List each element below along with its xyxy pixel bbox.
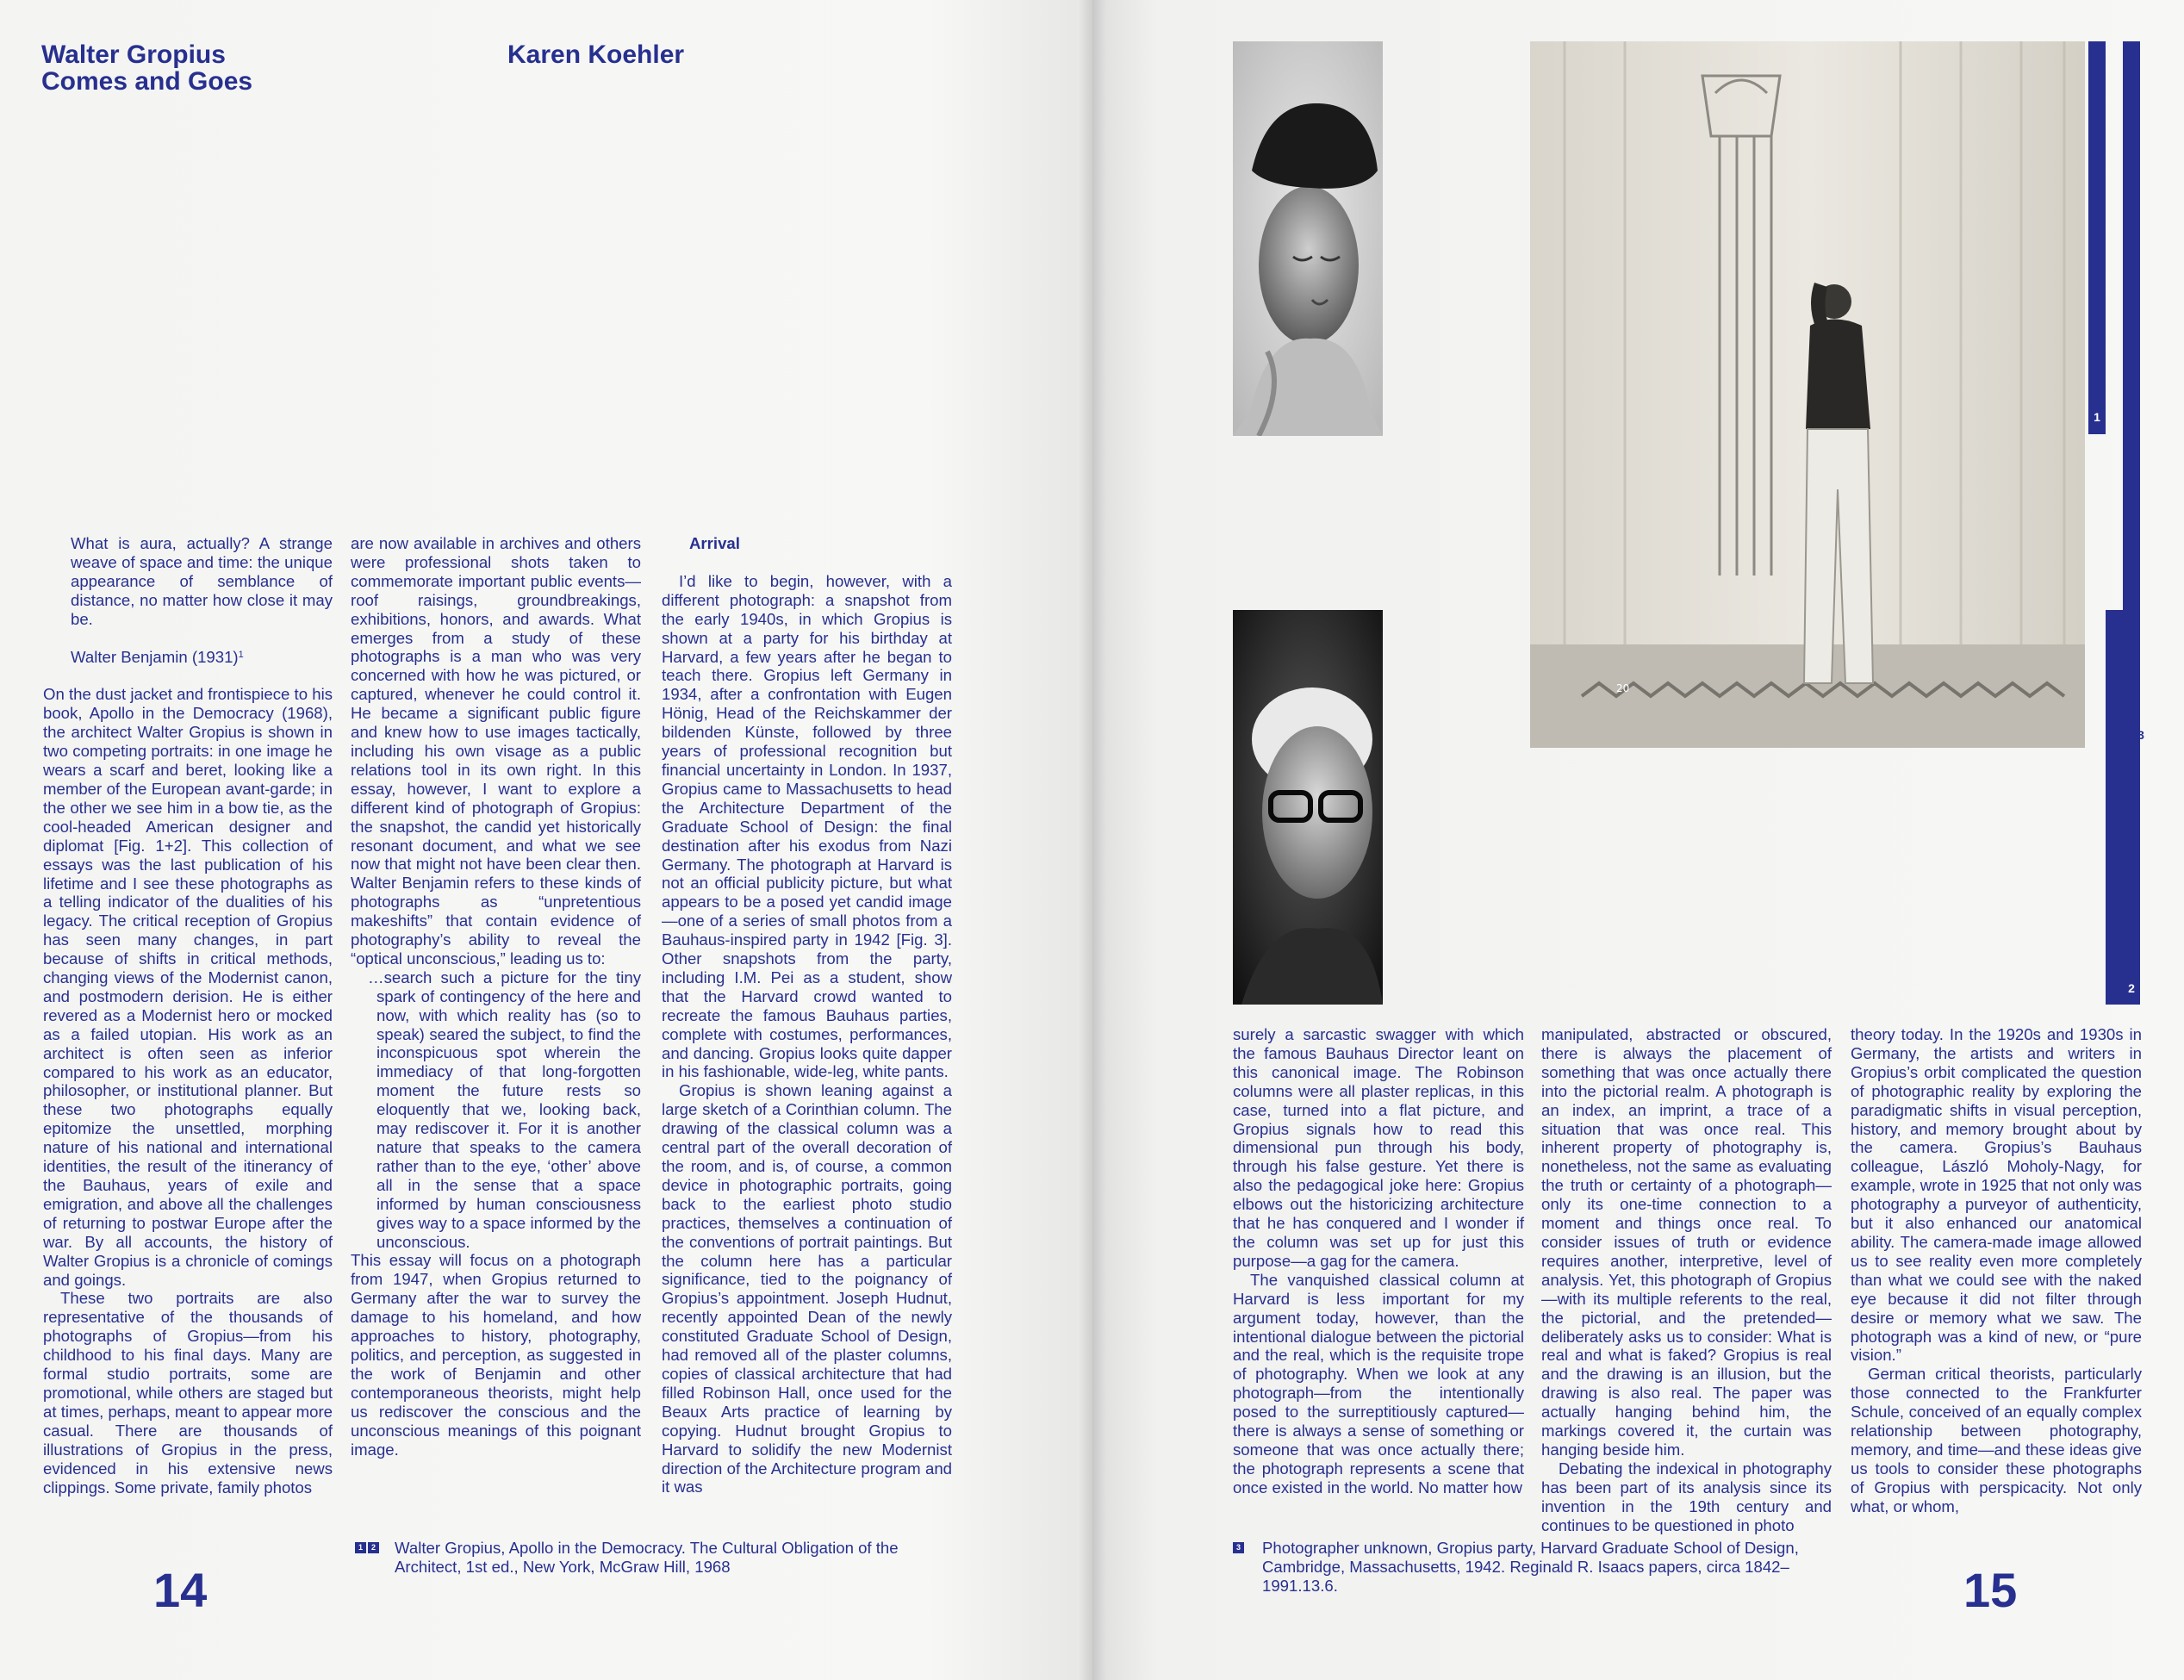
page-number: 15	[1963, 1563, 2018, 1617]
figure-caption-3: 3 Photographer unknown, Gropius party, Harvard Graduate School of Design, Cambridge, Massachusetts, 1942. Reginald R. Isaacs papers, circa 1842–1991.13.6.	[1233, 1539, 1836, 1596]
right-column-2	[1541, 1025, 1832, 1534]
epigraph-source: Walter Benjamin $(1931)^1$	[71, 647, 244, 666]
spine-shadow	[1079, 0, 1106, 1680]
party-snapshot-image	[1530, 41, 2085, 748]
caption-tag: 3	[1233, 1542, 1244, 1553]
running-title-line2: Comes and Goes	[41, 67, 253, 96]
frankfurt-paragraph: German critical theorists, particularly those connected to the Frankfurter Schule, conceived of an equally complex relationship between photography, memory, and time—and these ideas give us tools to consider these photographs of Gropius with perspicacity. Not only what, or whom,	[1851, 1365, 2142, 1515]
portrait-beret-image	[1233, 41, 1383, 436]
portraits-paragraph: These two portraits are also representative of the thousands of photographs of Gropius—from his childhood to his final days. Many are formal studio portraits, some are promotional, while others are staged but at times, perhaps, meant to appear more casual. There are thousands of illustrations of Gropius in the press, evidenced in his extensive news clippings. Some private, family photos	[43, 1289, 333, 1496]
left-column-1	[43, 534, 333, 1496]
left-column-2	[351, 534, 641, 1459]
indexical-paragraph: Debating the indexical in photography has been part of its analysis since its invention in the 19th century and continues to be questioned in photo	[1541, 1459, 1832, 1534]
page-number: 14	[153, 1563, 208, 1617]
right-column-3	[1851, 1025, 2142, 1516]
figure-label-2: 2	[2128, 981, 2135, 995]
figure-bar-2	[2123, 41, 2140, 1005]
right-page	[1092, 0, 2184, 1680]
classical-column-paragraph: The vanquished classical column at Harvard is less important for my argument today, however, than the intentional dialogue between the pictorial and the real, which is the requisite trope of photography. When we look at any photograph—from the intentionally posed to the surreptitiously captured—there is always a sense of something or someone that was once actually there; the photograph represents a scene that once existed in the world. No matter how	[1233, 1270, 1524, 1496]
caption-tag: 1 2	[355, 1542, 379, 1553]
intro-paragraph: On the dust jacket and frontispiece to his book, Apollo in the Democracy (1968), the architect Walter Gropius is shown in two competing portraits: in one image he wears a scarf and beret, looking like a member of the European avant-garde; in the other we see him in a bow tie, as the cool-headed American designer and diplomat [Fig. 1+2]. This collection of essays was the last publication of his lifetime and I see these photographs as a telling indicator of the dualities of his legacy. The critical reception of Gropius has seen many changes, in part because of shifts in critical methods, changing views of the Modernist canon, and postmodern derision. He is either revered as a Modernist hero or mocked as a failed utopian. His work as an architect is often seen as inferior compared to his work as an educator, philosopher, or institutional planner. But these two photographs equally epitomize the unsettled, morphing nature of his national and international identities, the result of the itinerancy of the Bauhaus, years of exile and emigration, and above all the challenges of returning to postwar Europe after the war. By all accounts, the history of Walter Gropius is a chronicle of comings and goings.	[43, 685, 333, 1289]
figure-caption-1-2: 1 2 Walter Gropius, Apollo in the Democracy. The Cultural Obligation of the Architect, 1st ed., New York, McGraw Hill, 1968	[355, 1539, 958, 1577]
party-snapshot-photo	[1530, 41, 2085, 748]
figure-label-3: 3	[2137, 728, 2144, 742]
column-paragraph: Gropius is shown leaning against a large sketch of a Corinthian column. The drawing of the classical column was a central part of the overall decoration of the room, and is, of course, a common device in photographic portraits, going back to the earliest photo studio practices, themselves a continuation of the conventions of portrait paintings. But the column here has a particular significance, tied to the poignancy of Gropius’s appointment. Joseph Hudnut, recently appointed Dean of the newly constituted Graduate School of Design, had removed all of the plaster columns, copies of classical architecture that had filled Robinson Hall, once used for the Beaux Arts practice of learning by copying. Hudnut brought Gropius to Harvard to solidify the new Modernist direction of the Architecture program and it was	[662, 1081, 952, 1496]
running-title-line1: Walter Gropius	[41, 40, 226, 69]
portrait-bowtie-image	[1233, 610, 1383, 1005]
figure-bar-1	[2088, 41, 2106, 434]
benjamin-quote: …search such a picture for the tiny spark of contingency of the here and now, with which reality has (so to speak) seared the subject, to find the inconspicuous spot wherein the immediacy of that long-forgotten moment the future rests so eloquently that we, looking back, may rediscover it. For it is another nature that speaks to the camera rather than to the eye, ‘other’ above all in the sense that a space informed by human consciousness gives way to a space informed by the unconscious.	[368, 968, 641, 1251]
portrait-bowtie-photo	[1233, 610, 1383, 1005]
portrait-beret-photo	[1233, 41, 1383, 436]
archives-paragraph: are now available in archives and others were professional shots taken to commemorate important public events—roof raisings, groundbreakings, exhibitions, honors, and awards. What emerges from a study of these photographs is a man who was very concerned with how he was pictured, or captured, whenever he could control it. He became a significant public figure and knew how to use images tactically, including his own visage as a public relations tool in its own right. In this essay, however, I want to explore a different kind of photograph of Gropius: the snapshot, the candid yet historically resonant document, and what we see now that might not have been clear then. Walter Benjamin refers to these kinds of photographs as “unpretentious makeshifts” that contain evidence of photography’s ability to reveal the “optical unconscious,” leading us to:	[351, 534, 641, 968]
arrival-paragraph: I’d like to begin, however, with a different photograph: a snapshot from the early 1940s, in which Gropius is shown at a party for his birthday at Harvard, a few years after he began to teach there. Gropius left Germany in 1934, after a confrontation with Eugen Hönig, Head of the Reichskammer der bildenden Künste, followed by three years of professional recognition but financial uncertainty in London. In 1937, Gropius came to Massachusetts to head the Architecture Department of the Graduate School of Design: the final destination after his exodus from Nazi Germany. The photograph at Harvard is not an official publicity picture, but what appears to be a posed yet candid image—one of a series of small photos from a Bauhaus-inspired party in 1942 [Fig. 3]. Other snapshots from the party, including I.M. Pei as a student, show that the Harvard crowd wanted to recreate the famous Bauhaus parties, complete with costumes, performances, and dancing. Gropius looks quite dapper in his fashionable, wide-leg, white pants.	[662, 571, 952, 1081]
figure-label-1: 1	[2094, 410, 2100, 424]
essay-focus-paragraph: This essay will focus on a photograph from 1947, when Gropius returned to Germany after the war to survey the damage to his homeland, and how approaches to history, photography, politics, and perception, as suggested in the work of Benjamin and other contemporaneous theorists, might help us rediscover the conscious and the unconscious meanings of this poignant image.	[351, 1251, 641, 1459]
left-column-3	[662, 534, 952, 1496]
index-paragraph: manipulated, abstracted or obscured, there is always the placement of something that was once actually there into the pictorial realm. A photograph is an index, an imprint, a trace of a situation that was once real. This inherent property of photography is, nonetheless, not the same as evaluating the truth or certainty of a photograph—only its one-time connection to a moment and things once real. To consider issues of truth or evidence requires another, interpretive, level of analysis. Yet, this photograph of Gropius—with its multiple referents to the real, the pictorial, and the pretended—deliberately asks us to consider: What is real and what is faked? Gropius is real and the drawing is an illusion, but the drawing is also real. The paper was actually hanging behind him, the markings covered it, the curtain was hanging beside him.	[1541, 1025, 1832, 1459]
epigraph: What is aura, actually? A strange weave of space and time: the unique appearance of semblance of distance, no matter how close it may be.	[71, 534, 333, 628]
theory-paragraph: theory today. In the 1920s and 1930s in Germany, the artists and writers in Gropius’s orbit complicated the question of photographic reality by exploring the paradigmatic shifts in visual perception, history, and memory brought about by the camera. Gropius’s Bauhaus colleague, László Moholy-Nagy, for example, wrote in 1925 that not only was photography a purveyor of authenticity, but it also enhanced our anatomical ability. The camera-made image allowed us to see reality even more completely than what we could see with the naked eye because it did not filter through desire or memory what we saw. The photograph was a kind of new, or “pure vision.”	[1851, 1025, 2142, 1365]
figure-bar-3	[2106, 610, 2123, 1005]
swagger-paragraph: surely a sarcastic swagger with which the famous Bauhaus Director leant on this canonical image. The Robinson columns were all plaster replicas, in this case, turned into a flat picture, and Gropius signals how to read this dimensional pun through his body, through his false gesture. Yet there is also the pedagogical joke here: Gropius elbows out the historicizing architecture that he has conquered and I wonder if the column was set up for just this purpose—a gag for the camera.	[1233, 1025, 1524, 1270]
running-author: Karen Koehler	[507, 40, 685, 69]
running-title	[41, 41, 334, 95]
right-column-1	[1233, 1025, 1524, 1497]
section-heading: Arrival	[689, 534, 740, 552]
photo-number-mark: 20	[1616, 682, 1630, 694]
